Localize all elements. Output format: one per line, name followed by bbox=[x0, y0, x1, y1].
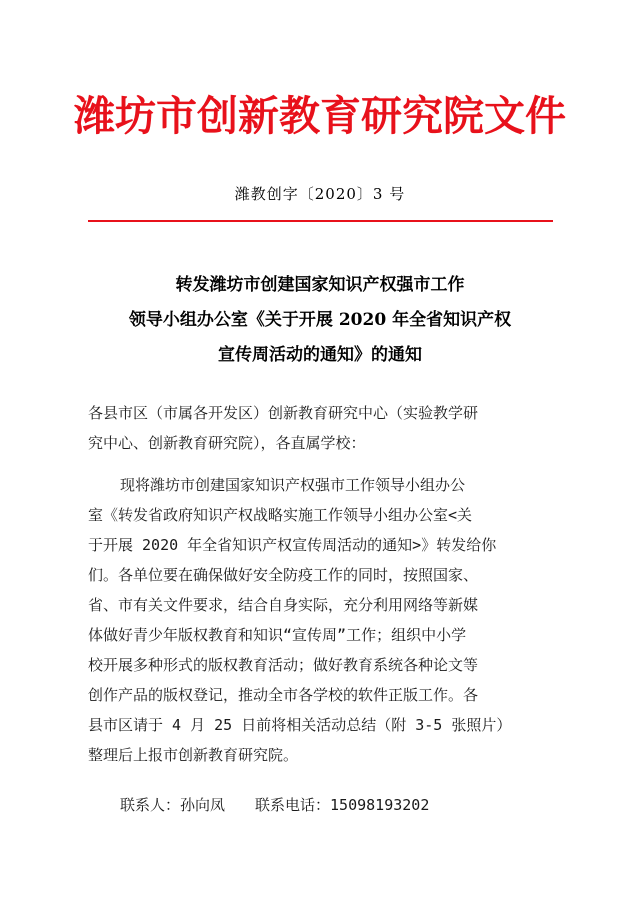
subject-line: 转发潍坊市创建国家知识产权强市工作 bbox=[175, 275, 465, 295]
document-header-title: 潍坊市创新教育研究院文件 bbox=[74, 92, 566, 140]
red-divider-rule bbox=[88, 220, 553, 222]
document-number: 潍教创字〔2020〕3 号 bbox=[234, 185, 406, 203]
contact-phone: 联系电话：15098193202 bbox=[255, 796, 430, 814]
subject-line: 领导小组办公室《关于开展 2020 年全省知识产权 bbox=[128, 310, 512, 330]
body-line: 现将潍坊市创建国家知识产权强市工作领导小组办公 bbox=[120, 476, 466, 494]
body-line: 体做好青少年版权教育和知识“宣传周”工作；组织中小学 bbox=[88, 626, 467, 644]
contact-info bbox=[88, 790, 558, 820]
body-line: 省、市有关文件要求，结合自身实际，充分利用网络等新媒 bbox=[88, 596, 479, 614]
body-line: 们。各单位要在确保做好安全防疫工作的同时，按照国家、 bbox=[88, 566, 479, 584]
addressee-line: 各县市区（市属各开发区）创新教育研究中心（实验教学研 bbox=[88, 404, 479, 422]
addressee-line: 究中心、创新教育研究院），各直属学校： bbox=[88, 434, 366, 452]
contact-line bbox=[88, 790, 429, 820]
body-line: 于开展 2020 年全省知识产权宣传周活动的通知>》转发给你 bbox=[88, 536, 497, 554]
body-paragraph bbox=[88, 470, 558, 770]
body-line: 县市区请于 4 月 25 日前将相关活动总结（附 3-5 张照片） bbox=[88, 716, 512, 734]
addressee-block bbox=[88, 398, 558, 458]
contact-person: 联系人：孙向凤 bbox=[120, 796, 226, 814]
body-line: 整理后上报市创新教育研究院。 bbox=[88, 746, 299, 764]
body-line: 创作产品的版权登记，推动全市各学校的软件正版工作。各 bbox=[88, 686, 479, 704]
document-subject bbox=[60, 268, 580, 373]
subject-line: 宣传周活动的通知》的通知 bbox=[218, 345, 422, 365]
body-line: 室《转发省政府知识产权战略实施工作领导小组办公室<关 bbox=[88, 506, 473, 524]
body-line: 校开展多种形式的版权教育活动；做好教育系统各种论文等 bbox=[88, 656, 479, 674]
